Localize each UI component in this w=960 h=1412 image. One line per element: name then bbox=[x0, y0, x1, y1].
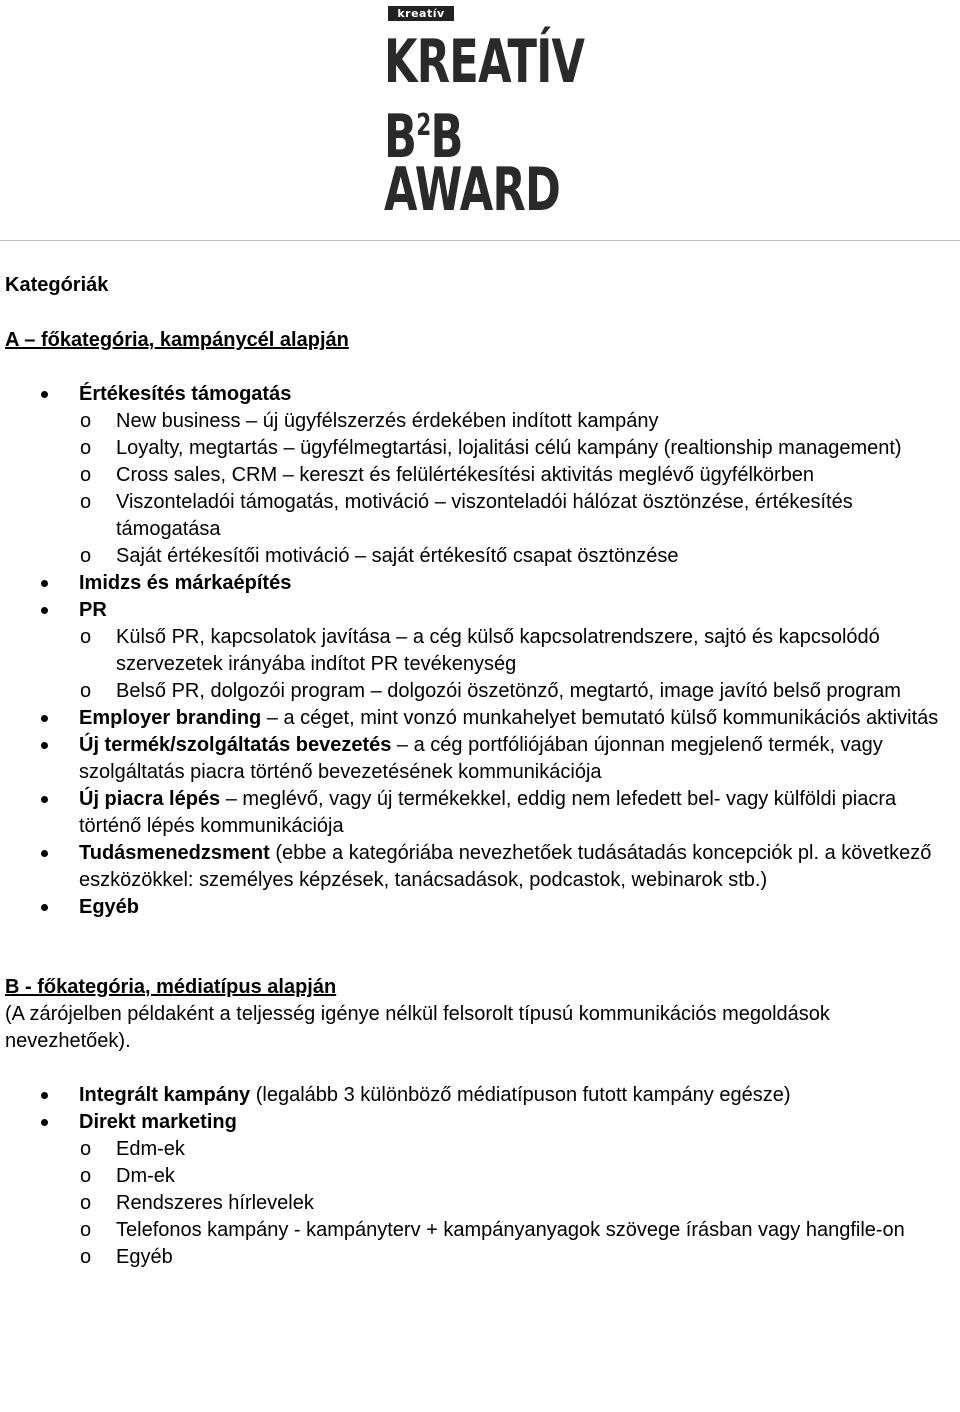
sub-list-item: o Cross sales, CRM – kereszt és felülértékesítési aktivitás meglévő ügyfélkörben bbox=[5, 462, 955, 489]
sub-list-item: o Saját értékesítői motiváció – saját értékesítő csapat ösztönzése bbox=[5, 543, 955, 570]
page-title: Kategóriák bbox=[5, 274, 109, 296]
list-item-label: Új termék/szolgáltatás bevezetés bbox=[79, 734, 392, 756]
list-item-label: Értékesítés támogatás bbox=[79, 383, 292, 405]
list-item bbox=[5, 570, 955, 597]
list-item-label: Tudásmenedzsment bbox=[79, 842, 270, 864]
header-divider bbox=[0, 240, 960, 241]
list-item bbox=[5, 1109, 955, 1271]
sub-list-item: o Telefonos kampány - kampányterv + kampányanyagok szövege írásban vagy hangfile-on bbox=[5, 1217, 955, 1244]
sub-list-item: o Külső PR, kapcsolatok javítása – a cég külső kapcsolatrendszere, sajtó és kapcsolódó szervezetek irányába indítot PR tevékenység bbox=[5, 624, 955, 678]
list-item-label: Egyéb bbox=[79, 896, 140, 918]
list-item-label: Imidzs és márkaépítés bbox=[79, 572, 292, 594]
list-item bbox=[5, 381, 955, 570]
section-a-title: A – főkategória, kampánycél alapján bbox=[5, 329, 349, 351]
sub-list-item: o Viszonteladói támogatás, motiváció – viszonteladói hálózat ösztönzése, értékesítés támogatása bbox=[5, 489, 955, 543]
list-item-desc: (ebbe a kategóriába nevezhetőek tudásátadás koncepciók pl. a következő eszközökkel: személyes képzések, tanácsadások, podcastok, webinarok stb.) bbox=[79, 842, 932, 891]
section-b-title: B - főkategória, médiatípus alapján bbox=[5, 976, 337, 998]
sub-list-item: o Rendszeres hírlevelek bbox=[5, 1190, 955, 1217]
list-item bbox=[5, 732, 955, 786]
list-item-label: Direkt marketing bbox=[79, 1111, 237, 1133]
list-item bbox=[5, 894, 955, 921]
list-item-desc: – a céget, mint vonzó munkahelyet bemutató külső kommunikációs aktivitás bbox=[261, 707, 939, 729]
section-b-intro: (A zárójelben példaként a teljesség igénye nélkül felsorolt típusú kommunikációs megoldások nevezhetőek). bbox=[5, 1003, 830, 1052]
sub-list-item: o New business – új ügyfélszerzés érdekében indított kampány bbox=[5, 408, 955, 435]
list-item-label: Új piacra lépés bbox=[79, 788, 221, 810]
document-body bbox=[5, 272, 955, 1271]
section-a-list bbox=[5, 381, 955, 921]
list-item-desc: – a cég portfóliójában újonnan megjelenő termék, vagy szolgáltatás piacra történő bevezetésének kommunikációja bbox=[79, 734, 883, 783]
logo-line-award: AWARD bbox=[384, 155, 561, 225]
kreativ-b2b-award-logo bbox=[384, 4, 585, 225]
logo-line-kreativ: KREATÍV bbox=[384, 27, 585, 97]
logo-line-b2b: $B^2B$ bbox=[384, 102, 463, 172]
list-item-desc: – meglévő, vagy új termékekkel, eddig nem lefedett bel- vagy külföldi piacra történő lépés kommunikációja bbox=[79, 788, 897, 837]
sub-list bbox=[79, 624, 955, 705]
sub-list-item: o Egyéb bbox=[5, 1244, 955, 1271]
list-item bbox=[5, 1082, 955, 1109]
sub-list-item: o Edm-ek bbox=[5, 1136, 955, 1163]
sub-list-item: o Belső PR, dolgozói program – dolgozói öszetönző, megtartó, image javító belső program bbox=[5, 678, 955, 705]
sub-list bbox=[79, 408, 955, 570]
list-item bbox=[5, 705, 955, 732]
list-item-desc: (legalább 3 különböző médiatípuson futott kampány egésze) bbox=[250, 1084, 791, 1106]
list-item-label: PR bbox=[79, 599, 107, 621]
logo-badge: kreatív bbox=[388, 6, 454, 21]
list-item-label: Integrált kampány bbox=[79, 1084, 251, 1106]
list-item bbox=[5, 840, 955, 894]
sub-list-item: o Loyalty, megtartás – ügyfélmegtartási, lojalitási célú kampány (realtionship management) bbox=[5, 435, 955, 462]
list-item-label: Employer branding bbox=[79, 707, 262, 729]
section-b-list bbox=[5, 1082, 955, 1271]
list-item bbox=[5, 597, 955, 705]
sub-list bbox=[79, 1136, 955, 1271]
sub-list-item: o Dm-ek bbox=[5, 1163, 955, 1190]
list-item bbox=[5, 786, 955, 840]
